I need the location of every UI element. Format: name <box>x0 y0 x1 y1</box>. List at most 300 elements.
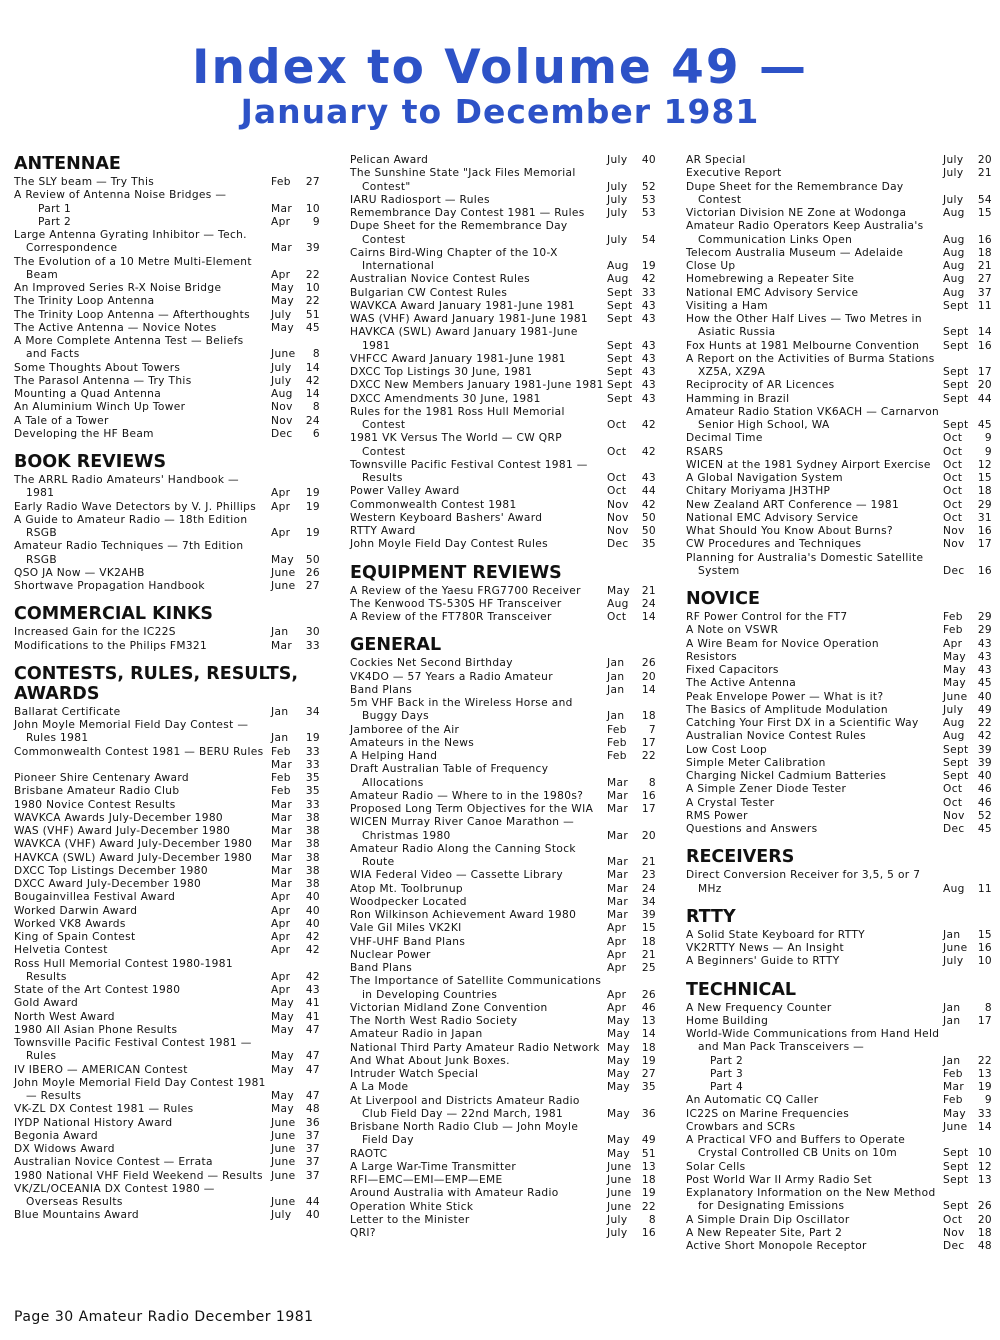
index-entry <box>14 812 320 825</box>
entry-month <box>271 1077 305 1104</box>
entry-title: Dupe Sheet for the Remembrance Day Contest <box>686 180 904 206</box>
index-entry <box>350 684 656 697</box>
entry-title: Victorian Midland Zone Convention <box>350 1001 548 1014</box>
entry-title: 1980 Novice Contest Results <box>14 798 176 811</box>
entry-title: An Improved Series R-X Noise Bridge <box>14 282 222 294</box>
entry-month <box>607 538 641 551</box>
entry-title: Amateur Radio Techniques — 7th Edition RSGB <box>14 540 244 566</box>
entry-page-text: 17 <box>977 538 992 551</box>
entry-title: Remembrance Day Contest 1981 — Rules <box>350 207 585 219</box>
entry-page <box>641 485 656 498</box>
index-entry <box>350 154 656 167</box>
index-entry <box>14 401 320 414</box>
entry-title: John Moyle Field Day Contest Rules <box>350 538 549 551</box>
entry-page <box>977 783 992 796</box>
entry-page-text: 15 <box>977 928 992 941</box>
index-section <box>14 664 320 1223</box>
index-entry <box>350 1148 656 1161</box>
entry-month <box>271 229 305 256</box>
entry-page <box>305 958 320 985</box>
entry-page <box>977 1068 992 1081</box>
entry-month <box>607 750 641 763</box>
entry-page-text: 22 <box>977 1054 992 1067</box>
index-entry <box>686 287 992 300</box>
entry-page <box>305 335 320 362</box>
index-column-2 <box>350 154 656 1251</box>
entry-page-text: 6 <box>312 427 320 440</box>
index-entry <box>350 962 656 975</box>
entry-page-text: 17 <box>641 803 656 815</box>
entry-page <box>641 406 656 433</box>
entry-month-text: May <box>943 664 966 676</box>
entry-page <box>977 1081 992 1094</box>
entry-month-text: June <box>943 1120 968 1133</box>
entry-page-text: 10 <box>305 282 320 294</box>
entry-title: Dupe Sheet for the Remembrance Day Contest <box>350 220 568 246</box>
entry-page-text: 35 <box>641 1081 656 1094</box>
entry-month-text: Apr <box>271 215 291 228</box>
entry-month-text: Mar <box>607 869 629 882</box>
entry-month <box>943 929 977 942</box>
index-entry <box>14 203 320 216</box>
entry-month-text: July <box>607 1213 628 1226</box>
entry-page-text: 43 <box>641 339 656 352</box>
entry-month-text: June <box>271 348 296 361</box>
entry-page <box>641 432 656 459</box>
entry-title: WICEN at the 1981 Sydney Airport Exercise <box>686 458 931 471</box>
entry-month-text: Apr <box>271 984 291 996</box>
entry-month-text: May <box>607 1054 630 1067</box>
index-entry <box>350 737 656 750</box>
entry-page-text: 21 <box>977 260 992 272</box>
entry-month <box>607 803 641 816</box>
entry-page <box>977 730 992 743</box>
entry-page-text: 51 <box>305 308 320 321</box>
index-entry <box>14 905 320 918</box>
entry-month <box>271 474 305 501</box>
entry-page-text: 47 <box>305 1023 320 1036</box>
entry-month-text: June <box>271 580 296 592</box>
entry-month <box>943 1134 977 1161</box>
index-entry <box>14 785 320 798</box>
entry-month <box>271 1037 305 1064</box>
entry-page-text: 16 <box>977 942 992 954</box>
index-entry <box>686 207 992 220</box>
index-section <box>686 907 992 969</box>
index-entry <box>14 1156 320 1169</box>
entry-page-text: 29 <box>977 611 992 623</box>
entry-month-text: Feb <box>943 624 963 637</box>
entry-month <box>943 1227 977 1240</box>
entry-page-text: 40 <box>305 1209 320 1222</box>
index-entry <box>14 825 320 838</box>
entry-month-text: Feb <box>607 750 627 762</box>
entry-title: Solar Cells <box>686 1160 746 1173</box>
entry-page <box>977 744 992 757</box>
entry-page <box>641 1081 656 1094</box>
entry-title: Blue Mountains Award <box>14 1209 139 1222</box>
index-entry <box>350 816 656 843</box>
entry-month <box>271 785 305 798</box>
index-entry <box>350 1028 656 1041</box>
entry-month-text: Mar <box>271 878 293 890</box>
entry-month <box>271 944 305 957</box>
index-entry <box>350 1214 656 1227</box>
entry-month <box>607 737 641 750</box>
entry-month <box>271 640 305 653</box>
entry-page <box>305 931 320 944</box>
entry-title: Cairns Bird-Wing Chapter of the 10-X International <box>350 246 558 272</box>
entry-month-text: Apr <box>943 637 963 650</box>
entry-month-text: Mar <box>271 811 293 824</box>
index-entry <box>686 1055 992 1068</box>
entry-month-text: June <box>943 942 968 954</box>
entry-page <box>977 181 992 208</box>
entry-month-text: Nov <box>943 525 965 537</box>
entry-title: New Zealand ART Conference — 1981 <box>686 498 900 511</box>
entry-page <box>305 785 320 798</box>
entry-month <box>271 931 305 944</box>
entry-month <box>943 1240 977 1253</box>
entry-month <box>943 757 977 770</box>
entry-page <box>977 1174 992 1187</box>
entry-page <box>641 737 656 750</box>
index-section <box>686 589 992 836</box>
entry-page-text: 17 <box>977 366 992 378</box>
entry-page-text: 13 <box>641 1015 656 1027</box>
entry-title: A Crystal Tester <box>686 796 775 809</box>
entry-page <box>305 891 320 904</box>
entry-page-text: 27 <box>641 1068 656 1080</box>
index-entry <box>14 335 320 362</box>
entry-page <box>305 580 320 593</box>
entry-title: Band Plans <box>350 683 413 696</box>
entry-page <box>641 220 656 247</box>
entry-page-text: 19 <box>641 1187 656 1200</box>
entry-title: National EMC Advisory Service <box>686 286 859 299</box>
entry-month-text: Apr <box>271 487 291 500</box>
entry-page-text: 14 <box>641 683 656 696</box>
entry-month <box>271 1170 305 1183</box>
entry-page-text: 45 <box>977 677 992 690</box>
index-entry <box>350 671 656 684</box>
entry-month-text: May <box>271 1023 294 1036</box>
entry-page <box>305 905 320 918</box>
index-section <box>350 563 656 625</box>
entry-page <box>641 379 656 392</box>
page-footer: Page 30 Amateur Radio December 1981 <box>14 1309 314 1325</box>
entry-title: Pioneer Shire Centenary Award <box>14 772 189 784</box>
entry-page-text: 33 <box>977 1107 992 1120</box>
section-heading: RECEIVERS <box>686 847 795 868</box>
index-entry <box>350 326 656 353</box>
entry-month <box>271 309 305 322</box>
entry-month-text: May <box>271 1103 294 1116</box>
entry-page <box>977 1121 992 1134</box>
entry-page-text: 17 <box>977 1014 992 1027</box>
entry-page-text: 11 <box>977 299 992 312</box>
index-entry <box>686 730 992 743</box>
entry-page-text: 43 <box>641 299 656 312</box>
entry-title: Questions and Answers <box>686 823 818 835</box>
entry-page <box>977 154 992 167</box>
index-entry <box>14 514 320 541</box>
entry-month <box>943 1081 977 1094</box>
entry-month <box>607 207 641 220</box>
entry-title: John Moyle Memorial Field Day Contest — Rules 1981 <box>14 719 249 745</box>
index-section <box>686 847 992 896</box>
entry-page <box>977 1187 992 1214</box>
entry-month <box>607 1214 641 1227</box>
entry-page <box>305 1130 320 1143</box>
entry-page <box>305 1156 320 1169</box>
entry-title: Some Thoughts About Towers <box>14 361 181 374</box>
entry-page <box>305 812 320 825</box>
entry-page <box>977 770 992 783</box>
entry-month <box>607 1148 641 1161</box>
entry-title: Charging Nickel Cadmium Batteries <box>686 770 887 782</box>
entry-page <box>641 843 656 870</box>
index-section <box>14 604 320 653</box>
entry-month-text: June <box>271 1129 296 1142</box>
entry-month <box>943 638 977 651</box>
entry-title: Intruder Watch Special <box>350 1068 479 1080</box>
entry-page <box>977 393 992 406</box>
entry-month <box>271 1024 305 1037</box>
entry-month-text: Dec <box>943 1240 965 1252</box>
entry-title: IV IBERO — AMERICAN Contest <box>14 1063 188 1076</box>
entry-page <box>641 1174 656 1187</box>
entry-page <box>305 626 320 639</box>
entry-page-text: 15 <box>977 472 992 484</box>
entry-title: The Evolution of a 10 Metre Multi-Element Beam <box>14 255 252 281</box>
entry-month <box>271 501 305 514</box>
entry-month-text: Mar <box>607 803 629 815</box>
index-entry <box>350 313 656 326</box>
entry-page-text: 33 <box>305 639 320 652</box>
entry-page <box>305 1064 320 1077</box>
entry-month <box>271 865 305 878</box>
entry-page <box>305 176 320 189</box>
entry-month <box>607 671 641 684</box>
index-entry <box>350 1002 656 1015</box>
entry-page <box>305 1170 320 1183</box>
index-entry <box>14 1037 320 1064</box>
entry-page-text: 45 <box>977 419 992 431</box>
entry-title: Vale Gil Miles VK2KI <box>350 922 462 935</box>
entry-month-text: July <box>271 361 292 374</box>
entry-page-text: 20 <box>641 829 656 842</box>
entry-page-text: 22 <box>977 717 992 729</box>
entry-page <box>305 415 320 428</box>
entry-page-text: 14 <box>641 1028 656 1041</box>
entry-month <box>607 167 641 194</box>
entry-month <box>607 393 641 406</box>
entry-page-text: 54 <box>977 193 992 206</box>
entry-month <box>943 624 977 637</box>
entry-page <box>305 719 320 746</box>
entry-month <box>271 997 305 1010</box>
entry-page <box>977 1015 992 1028</box>
entry-title: Planning for Australia's Domestic Satellite System <box>686 551 924 577</box>
index-entry <box>14 309 320 322</box>
entry-page <box>305 501 320 514</box>
entry-month <box>943 432 977 445</box>
index-entry <box>686 247 992 260</box>
index-entry <box>14 1103 320 1116</box>
entry-title: A New Frequency Counter <box>686 1001 832 1014</box>
entry-page <box>977 512 992 525</box>
entry-title: The Sunshine State "Jack Files Memorial Contest" <box>350 167 576 193</box>
entry-page <box>641 459 656 486</box>
entry-month <box>943 823 977 836</box>
entry-title: State of the Art Contest 1980 <box>14 984 181 996</box>
index-entry <box>686 942 992 955</box>
entry-page-text: 39 <box>641 909 656 921</box>
entry-page <box>305 203 320 216</box>
entry-page-text: 40 <box>641 154 656 166</box>
index-entry <box>350 803 656 816</box>
index-entry <box>14 1077 320 1104</box>
entry-page-text: 14 <box>977 1120 992 1133</box>
entry-page-text: 34 <box>305 705 320 718</box>
entry-title: Operation White Stick <box>350 1200 474 1213</box>
index-section <box>686 980 992 1254</box>
entry-page <box>977 1227 992 1240</box>
entry-title: The Kenwood TS-530S HF Transceiver <box>350 597 562 610</box>
index-entry <box>350 459 656 486</box>
entry-page <box>641 697 656 724</box>
entry-month <box>607 1055 641 1068</box>
entry-page-text: 21 <box>641 584 656 597</box>
entry-month-text: Sept <box>943 1200 969 1213</box>
entry-page-text: 50 <box>641 525 656 537</box>
entry-title: Executive Report <box>686 167 782 180</box>
index-entry <box>14 1183 320 1210</box>
entry-month <box>943 869 977 896</box>
entry-title: Australian Novice Contest Rules <box>686 730 867 743</box>
entry-title: A Large War-Time Transmitter <box>350 1160 517 1173</box>
entry-page <box>641 962 656 975</box>
entry-page <box>305 428 320 441</box>
entry-month-text: Oct <box>943 511 963 524</box>
entry-month <box>607 949 641 962</box>
entry-month-text: Jan <box>271 626 289 639</box>
index-entry <box>350 393 656 406</box>
entry-title: Ron Wilkinson Achievement Award 1980 <box>350 909 577 921</box>
entry-month <box>607 611 641 624</box>
entry-month-text: Oct <box>943 458 963 471</box>
entry-month <box>607 909 641 922</box>
entry-page-text: 8 <box>648 776 656 789</box>
entry-title: Home Building <box>686 1014 769 1027</box>
entry-month <box>271 905 305 918</box>
entry-page <box>305 388 320 401</box>
entry-page <box>977 340 992 353</box>
entry-page <box>641 949 656 962</box>
entry-page-text: 36 <box>305 1116 320 1129</box>
entry-month <box>943 1068 977 1081</box>
entry-title: Letter to the Minister <box>350 1213 470 1226</box>
entry-month <box>943 955 977 968</box>
entry-month-text: Apr <box>607 935 627 948</box>
entry-page-text: 53 <box>641 207 656 219</box>
section-heading: EQUIPMENT REVIEWS <box>350 562 562 583</box>
entry-month <box>271 799 305 812</box>
entry-page-text: 33 <box>305 798 320 811</box>
entry-month <box>271 514 305 541</box>
index-entry <box>350 406 656 433</box>
index-entry <box>350 585 656 598</box>
index-entry <box>14 375 320 388</box>
index-entry <box>14 540 320 567</box>
entry-title: The Active Antenna — Novice Notes <box>14 321 217 334</box>
entry-page <box>641 273 656 286</box>
entry-page-text: 15 <box>641 922 656 935</box>
entry-title <box>14 759 271 772</box>
index-entry <box>686 783 992 796</box>
entry-page-text: 48 <box>977 1240 992 1252</box>
entry-title: WICEN Murray River Canoe Marathon — Christmas 1980 <box>350 816 575 842</box>
entry-month-text: Sept <box>607 366 633 378</box>
entry-page <box>977 432 992 445</box>
entry-month-text: Jan <box>607 683 625 696</box>
index-entry <box>686 273 992 286</box>
entry-month <box>607 1187 641 1200</box>
entry-month <box>271 375 305 388</box>
entry-page <box>977 220 992 247</box>
entry-page <box>977 691 992 704</box>
entry-page-text: 11 <box>977 882 992 895</box>
entry-page-text: 50 <box>305 553 320 566</box>
entry-title: Bulgarian CW Contest Rules <box>350 286 508 299</box>
entry-month-text: Apr <box>271 268 291 281</box>
entry-page <box>977 446 992 459</box>
entry-month-text: Jan <box>943 1014 961 1027</box>
entry-month-text: July <box>943 703 964 716</box>
entry-page <box>641 909 656 922</box>
entry-title: Around Australia with Amateur Radio <box>350 1187 559 1200</box>
entry-month-text: Apr <box>271 970 291 983</box>
index-entry <box>686 552 992 579</box>
index-entry <box>350 525 656 538</box>
entry-title: The Basics of Amplitude Modulation <box>686 703 888 716</box>
index-entry <box>686 1134 992 1161</box>
entry-month-text: June <box>271 1156 296 1169</box>
entry-month <box>607 598 641 611</box>
entry-title: Western Keyboard Bashers' Award <box>350 511 543 524</box>
entry-month <box>607 1068 641 1081</box>
entry-month-text: Jan <box>943 1054 961 1067</box>
entry-month <box>271 322 305 335</box>
entry-title: WIA Federal Video — Cassette Library <box>350 869 563 882</box>
entry-month-text: Aug <box>943 882 965 895</box>
entry-month-text: Oct <box>943 783 963 796</box>
index-entry <box>350 220 656 247</box>
entry-page-text: 42 <box>305 931 320 943</box>
entry-month-text: Sept <box>943 379 969 392</box>
index-entry <box>686 1161 992 1174</box>
index-entry <box>686 446 992 459</box>
entry-title: A Practical VFO and Buffers to Operate Crystal Controlled CB Units on 10m <box>686 1134 906 1160</box>
index-entry <box>686 1028 992 1055</box>
entry-page <box>977 1214 992 1227</box>
entry-title: Part 1 <box>38 202 72 215</box>
entry-month <box>943 499 977 512</box>
entry-page <box>641 869 656 882</box>
entry-month-text: June <box>271 1169 296 1182</box>
entry-month-text: Nov <box>271 414 293 427</box>
